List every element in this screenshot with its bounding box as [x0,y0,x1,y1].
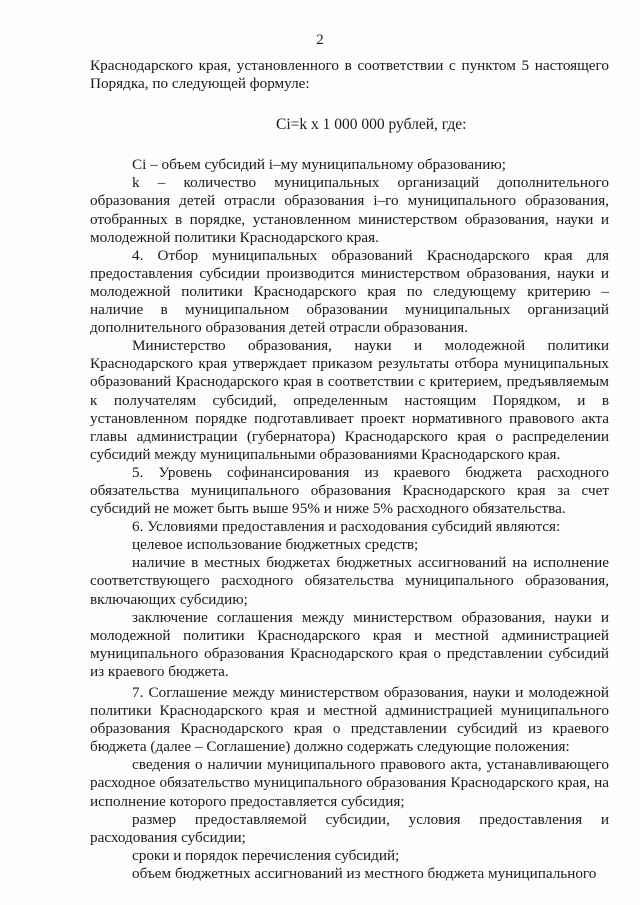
paragraph-agreement-size: размер предоставляемой субсидии, условия предоставления и расходования субсидии; [90,810,609,846]
paragraph-item-5: 5. Уровень софинансирования из краевого бюджета расходного обязательства муниципального образования Краснодарского края за счет субсидий не может быть выше 95% и ниже 5% расходного обязательства. [90,463,609,518]
paragraph-item-7: 7. Соглашение между министерством образования, науки и молодежной политики Краснодарского края и местной администрацией муниципального образования Краснодарского края о представлении субсидий из краевого бюджета (далее – Соглашение) должно содержать следующие положения: [90,684,609,756]
paragraph-condition-target-use: целевое использование бюджетных средств; [132,536,419,554]
paragraph-item-6: 6. Условиями предоставления и расходования субсидий являются: [132,518,561,536]
paragraph-agreement-volume: объем бюджетных ассигнований из местного бюджета муниципального [132,864,597,882]
paragraph-item-4: 4. Отбор муниципальных образований Краснодарского края для предоставления субсидии производится министерством образования, науки и молодежной политики Краснодарского края по следующему критерию – наличие в муниципальном образовании муниципальных организаций дополнительного образования детей отрасли образования. [90,246,609,337]
subsidy-formula: Ci=k x 1 000 000 рублей, где: [276,116,467,134]
page-number: 2 [316,32,324,48]
paragraph-agreement-legal-act: сведения о наличии муниципального правового акта, устанавливающего расходное обязательство муниципального образования Краснодарского края, на исполнение которого предоставляется субсидия; [90,756,609,810]
paragraph-ci-definition: Сi – объем субсидий i–му муниципальному образованию; [132,156,506,174]
paragraph-intro: Краснодарского края, установленного в соответствии с пунктом 5 настоящего Порядка, по следующей формуле: [90,57,609,93]
paragraph-condition-budget: наличие в местных бюджетах бюджетных ассигнований на исполнение соответствующего расходного обязательства муниципального образования, включающих субсидию; [90,554,609,608]
paragraph-agreement-terms: сроки и порядок перечисления субсидий; [132,846,400,864]
paragraph-ministry-approval: Министерство образования, науки и молодежной политики Краснодарского края утверждает приказом результаты отбора муниципальных образований Краснодарского края в соответствии с критерием, предъявляемым к получателям субсидий, определенным настоящим Порядком, и в установленном порядке подготавливает проект нормативного правового акта главы администрации (губернатора) Краснодарского края о распределении субсидий между муниципальными образованиями Краснодарского края. [90,337,609,463]
document-body [90,57,609,883]
paragraph-k-definition: k – количество муниципальных организаций дополнительного образования детей отрасли образования i–го муниципального образования, отобранных в порядке, установленном министерством образования, науки и молодежной политики Краснодарского края. [90,174,609,246]
paragraph-condition-agreement: заключение соглашения между министерством образования, науки и молодежной политики Краснодарского края и местной администрацией муниципального образования Краснодарского края о представлении субсидий из краевого бюджета. [90,608,609,680]
